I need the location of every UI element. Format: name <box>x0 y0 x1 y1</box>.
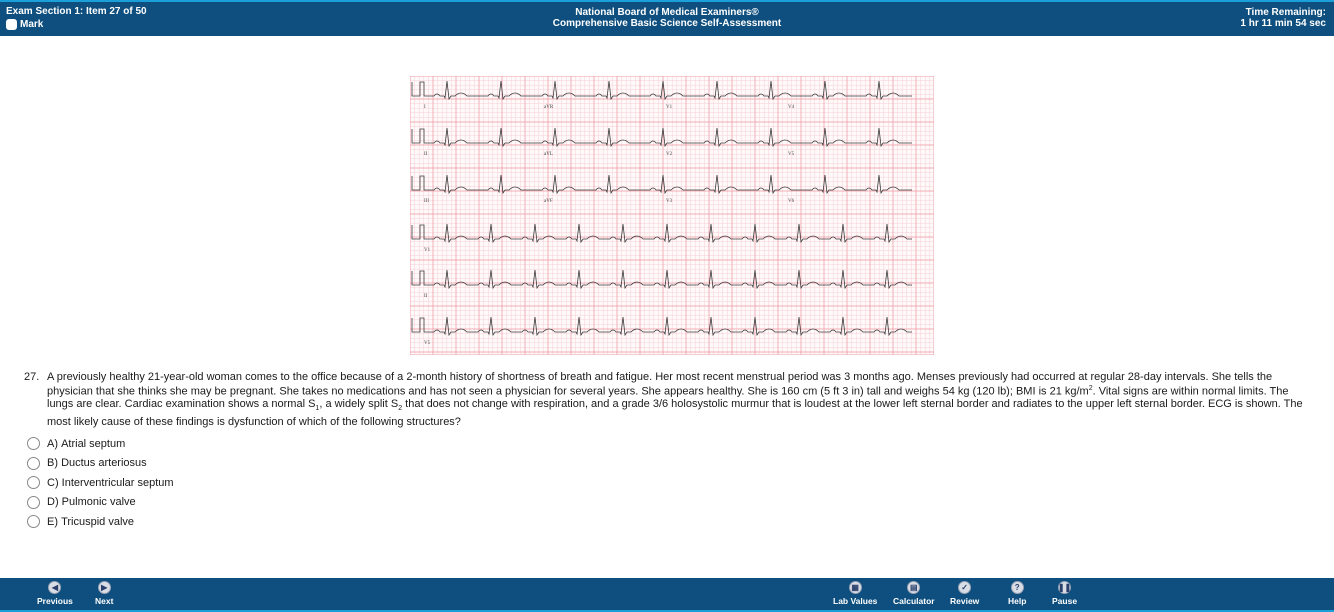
radio-icon[interactable] <box>27 515 40 528</box>
option-text: Tricuspid valve <box>61 515 135 528</box>
exam-title <box>0 7 1334 29</box>
org-name: National Board of Medical Examiners® <box>575 7 759 18</box>
ecg-lead-label: II <box>424 152 428 157</box>
radio-icon[interactable] <box>27 496 40 509</box>
previous-button[interactable]: ◀ Previous <box>37 582 73 606</box>
option-letter: A) <box>47 437 58 450</box>
ecg-lead-label: V1 <box>666 105 673 110</box>
answer-option-a[interactable] <box>27 434 174 454</box>
help-button[interactable]: ? Help <box>1008 582 1027 606</box>
arrow-left-icon: ◀ <box>48 581 61 594</box>
ecg-lead-label: V5 <box>788 152 795 157</box>
option-text: Atrial septum <box>61 437 126 450</box>
question-number: 27. <box>24 371 40 383</box>
option-letter: D) <box>47 496 59 509</box>
ecg-lead-label: V5 <box>424 341 431 346</box>
arrow-right-icon: ▶ <box>98 581 111 594</box>
ecg-lead-label: V6 <box>788 199 795 204</box>
question-text: A previously healthy 21-year-old woman comes to the office because of a 2-month history of shortness of breath and fatigue. Her most recent menstrual period was 3 months ago. Menses previously had occurred at regular 28-day intervals. She tells the physician that she thinks she may be pregnant. She takes no medications and has not seen a physician for several years. She appears healthy. She is 160 cm (5 ft 3 in) tall and weighs 54 kg (120 lb); BMI is 21 $kg/m^2$. Vital signs are within normal limits. The lungs are clear. Cardiac examination shows a normal $S_1$, a widely split $S_2$ that does not change with respiration, and a grade 3/6 holosystolic murmur that is loudest at the lower left sternal border and radiates to the upper left sternal border. ECG is shown. The most likely cause of these findings is dysfunction of which of the following structures? <box>47 371 1303 428</box>
answer-option-d[interactable] <box>27 493 174 513</box>
answer-option-c[interactable] <box>27 473 174 493</box>
exam-header <box>0 0 1334 36</box>
ecg-image <box>410 76 934 355</box>
pause-icon: ❚❚ <box>1058 581 1071 594</box>
question-stem <box>24 371 1314 428</box>
exam-name: Comprehensive Basic Science Self-Assessment <box>552 18 782 29</box>
ecg-lead-label: V4 <box>788 105 795 110</box>
radio-icon[interactable] <box>27 437 40 450</box>
answer-option-e[interactable] <box>27 512 174 532</box>
pause-button[interactable]: ❚❚ Pause <box>1052 582 1078 606</box>
option-letter: E) <box>47 515 58 528</box>
ecg-lead-label: aVF <box>544 199 553 204</box>
radio-icon[interactable] <box>27 457 40 470</box>
option-text: Ductus arteriosus <box>61 457 147 470</box>
exam-footer <box>0 578 1334 612</box>
time-value: 1 hr 11 min 54 sec <box>1240 18 1326 29</box>
ecg-lead-label: III <box>424 199 429 204</box>
help-icon: ? <box>1011 581 1024 594</box>
option-letter: B) <box>47 457 58 470</box>
time-label: Time Remaining: <box>1245 7 1326 18</box>
timer <box>1240 7 1326 29</box>
review-button[interactable]: ✓ Review <box>950 582 980 606</box>
ecg-lead-label: aVL <box>544 152 553 157</box>
lab-values-button[interactable]: ▦ Lab Values <box>833 582 878 606</box>
ecg-lead-label: II <box>424 294 428 299</box>
ecg-lead-label: aVR <box>544 105 554 110</box>
ecg-lead-label: V2 <box>666 152 673 157</box>
answer-option-b[interactable] <box>27 454 174 474</box>
checkmark-icon: ✓ <box>958 581 971 594</box>
ecg-lead-label: V3 <box>666 199 673 204</box>
option-letter: C) <box>47 476 59 489</box>
ecg-lead-label: I <box>424 105 426 110</box>
ecg-lead-label: V1 <box>424 248 431 253</box>
section-indicator: Exam Section 1: Item 27 of 50 <box>6 6 147 17</box>
lab-values-icon: ▦ <box>849 581 862 594</box>
next-button[interactable]: ▶ Next <box>95 582 114 606</box>
calculator-button[interactable]: ▤ Calculator <box>893 582 935 606</box>
radio-icon[interactable] <box>27 476 40 489</box>
option-text: Interventricular septum <box>61 476 174 489</box>
calculator-icon: ▤ <box>907 581 920 594</box>
mark-label: Mark <box>20 19 44 30</box>
option-text: Pulmonic valve <box>61 496 136 509</box>
answer-options <box>27 434 174 532</box>
